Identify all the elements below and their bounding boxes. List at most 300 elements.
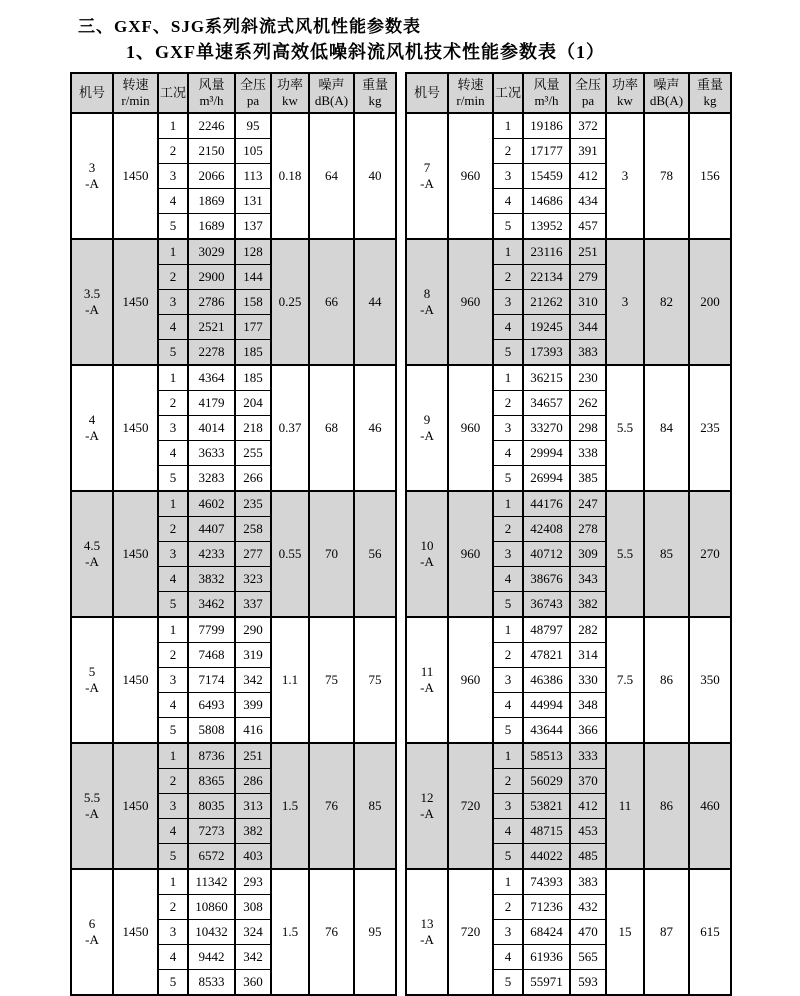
flow-cell: 5808 (188, 718, 235, 744)
model-cell (406, 239, 448, 365)
noise-cell: 84 (644, 365, 689, 491)
flow-cell: 56029 (523, 769, 570, 794)
table-row (406, 869, 731, 895)
condition-cell: 2 (158, 265, 188, 290)
table-row (406, 491, 731, 517)
pressure-cell: 185 (235, 340, 271, 366)
weight-cell: 156 (689, 113, 731, 239)
condition-cell: 1 (493, 743, 523, 769)
pressure-cell: 348 (570, 693, 606, 718)
condition-cell: 2 (493, 643, 523, 668)
condition-cell: 5 (493, 718, 523, 744)
model-cell-line2: -A (420, 554, 434, 569)
header-row (406, 73, 731, 113)
flow-cell: 17393 (523, 340, 570, 366)
condition-cell: 5 (493, 340, 523, 366)
header-speed-line1: 转速 (457, 77, 484, 93)
flow-cell: 2786 (188, 290, 235, 315)
flow-cell: 10860 (188, 895, 235, 920)
model-cell-line2: -A (85, 554, 99, 569)
flow-cell: 36743 (523, 592, 570, 618)
pressure-cell: 314 (570, 643, 606, 668)
flow-cell: 9442 (188, 945, 235, 970)
model-cell-line2: -A (85, 932, 99, 947)
table-row (71, 491, 396, 517)
condition-cell: 3 (493, 794, 523, 819)
flow-cell: 7273 (188, 819, 235, 844)
model-cell-line1: 12 (420, 790, 434, 806)
condition-cell: 3 (158, 542, 188, 567)
pressure-cell: 137 (235, 214, 271, 240)
flow-cell: 40712 (523, 542, 570, 567)
pressure-cell: 383 (570, 340, 606, 366)
pressure-cell: 416 (235, 718, 271, 744)
header-pressure-line1: 全压 (574, 77, 601, 93)
condition-cell: 2 (493, 517, 523, 542)
header-condition (158, 73, 188, 113)
header-condition-line1: 工况 (159, 85, 186, 101)
condition-cell: 3 (158, 920, 188, 945)
condition-cell: 1 (493, 869, 523, 895)
power-cell: 7.5 (606, 617, 644, 743)
condition-cell: 4 (493, 567, 523, 592)
pressure-cell: 391 (570, 139, 606, 164)
pressure-cell: 342 (235, 945, 271, 970)
model-cell-line2: -A (420, 932, 434, 947)
flow-cell: 1689 (188, 214, 235, 240)
condition-cell: 2 (493, 139, 523, 164)
flow-cell: 26994 (523, 466, 570, 492)
flow-cell: 17177 (523, 139, 570, 164)
flow-cell: 4014 (188, 416, 235, 441)
pressure-cell: 343 (570, 567, 606, 592)
pressure-cell: 266 (235, 466, 271, 492)
speed-cell: 1450 (113, 491, 158, 617)
power-cell: 1.5 (271, 869, 309, 995)
condition-cell: 2 (158, 895, 188, 920)
flow-cell: 7468 (188, 643, 235, 668)
condition-cell: 3 (493, 290, 523, 315)
flow-cell: 23116 (523, 239, 570, 265)
noise-cell: 86 (644, 617, 689, 743)
header-noise-line1: 噪声 (318, 77, 345, 93)
pressure-cell: 360 (235, 970, 271, 996)
flow-cell: 19245 (523, 315, 570, 340)
condition-cell: 4 (158, 567, 188, 592)
flow-cell: 55971 (523, 970, 570, 996)
flow-cell: 38676 (523, 567, 570, 592)
pressure-cell: 412 (570, 164, 606, 189)
speed-cell: 960 (448, 617, 493, 743)
model-cell-line1: 5 (88, 664, 96, 680)
pressure-cell: 105 (235, 139, 271, 164)
header-flow-line1: 风量 (198, 77, 225, 93)
header-flow (188, 73, 235, 113)
model-cell-line1: 3 (88, 160, 96, 176)
condition-cell: 4 (158, 945, 188, 970)
speed-cell: 1450 (113, 617, 158, 743)
pressure-cell: 370 (570, 769, 606, 794)
model-cell-line2: -A (420, 176, 434, 191)
condition-cell: 5 (158, 718, 188, 744)
pressure-cell: 382 (570, 592, 606, 618)
header-weight-line1: 重量 (696, 77, 723, 93)
model-cell-line2: -A (420, 680, 434, 695)
speed-cell: 1450 (113, 113, 158, 239)
flow-cell: 36215 (523, 365, 570, 391)
flow-cell: 48715 (523, 819, 570, 844)
pressure-cell: 324 (235, 920, 271, 945)
condition-cell: 2 (158, 517, 188, 542)
header-weight (689, 73, 731, 113)
model-cell-line1: 13 (420, 916, 434, 932)
table-row (71, 869, 396, 895)
noise-cell: 66 (309, 239, 354, 365)
table-row (71, 743, 396, 769)
condition-cell: 5 (158, 466, 188, 492)
flow-cell: 7174 (188, 668, 235, 693)
model-cell (71, 365, 113, 491)
power-cell: 1.1 (271, 617, 309, 743)
model-cell (406, 113, 448, 239)
speed-cell: 960 (448, 491, 493, 617)
speed-cell: 960 (448, 239, 493, 365)
header-pressure-line1: 全压 (239, 77, 266, 93)
header-weight-line2: kg (368, 93, 382, 108)
flow-cell: 2246 (188, 113, 235, 139)
condition-cell: 3 (158, 164, 188, 189)
condition-cell: 5 (158, 592, 188, 618)
power-cell: 11 (606, 743, 644, 869)
pressure-cell: 399 (235, 693, 271, 718)
flow-cell: 71236 (523, 895, 570, 920)
model-cell (406, 491, 448, 617)
flow-cell: 3633 (188, 441, 235, 466)
fan-performance-table-right (405, 72, 732, 996)
condition-cell: 1 (493, 617, 523, 643)
model-cell-line2: -A (85, 302, 99, 317)
condition-cell: 5 (493, 970, 523, 996)
pressure-cell: 262 (570, 391, 606, 416)
speed-cell: 720 (448, 743, 493, 869)
model-cell-line1: 5.5 (83, 790, 101, 806)
pressure-cell: 279 (570, 265, 606, 290)
header-pressure (570, 73, 606, 113)
condition-cell: 5 (158, 844, 188, 870)
flow-cell: 34657 (523, 391, 570, 416)
flow-cell: 7799 (188, 617, 235, 643)
noise-cell: 76 (309, 869, 354, 995)
header-flow-line1: 风量 (533, 77, 560, 93)
flow-cell: 8533 (188, 970, 235, 996)
model-cell-line2: -A (420, 428, 434, 443)
condition-cell: 5 (493, 592, 523, 618)
model-cell (406, 617, 448, 743)
header-weight-line1: 重量 (361, 77, 388, 93)
pressure-cell: 277 (235, 542, 271, 567)
weight-cell: 615 (689, 869, 731, 995)
flow-cell: 48797 (523, 617, 570, 643)
condition-cell: 3 (158, 794, 188, 819)
header-flow-line2: m³/h (534, 93, 559, 108)
header-noise (309, 73, 354, 113)
header-speed-line2: r/min (456, 93, 485, 108)
pressure-cell: 158 (235, 290, 271, 315)
pressure-cell: 255 (235, 441, 271, 466)
condition-cell: 2 (158, 643, 188, 668)
pressure-cell: 470 (570, 920, 606, 945)
pressure-cell: 565 (570, 945, 606, 970)
model-cell-line2: -A (85, 176, 99, 191)
model-cell-line1: 11 (420, 664, 434, 680)
condition-cell: 1 (493, 239, 523, 265)
power-cell: 3 (606, 113, 644, 239)
flow-cell: 15459 (523, 164, 570, 189)
model-cell-line2: -A (85, 680, 99, 695)
weight-cell: 46 (354, 365, 396, 491)
flow-cell: 4602 (188, 491, 235, 517)
speed-cell: 1450 (113, 869, 158, 995)
pressure-cell: 337 (235, 592, 271, 618)
table-row (71, 365, 396, 391)
pressure-cell: 282 (570, 617, 606, 643)
pressure-cell: 323 (235, 567, 271, 592)
condition-cell: 4 (493, 189, 523, 214)
header-noise-line2: dB(A) (314, 93, 349, 108)
model-cell-line1: 4.5 (83, 538, 101, 554)
flow-cell: 4407 (188, 517, 235, 542)
speed-cell: 960 (448, 365, 493, 491)
flow-cell: 44176 (523, 491, 570, 517)
pressure-cell: 403 (235, 844, 271, 870)
condition-cell: 4 (493, 315, 523, 340)
model-cell-line1: 7 (423, 160, 431, 176)
condition-cell: 2 (493, 391, 523, 416)
pressure-cell: 382 (235, 819, 271, 844)
flow-cell: 11342 (188, 869, 235, 895)
model-cell (71, 491, 113, 617)
model-cell-line2: -A (420, 302, 434, 317)
pressure-cell: 251 (570, 239, 606, 265)
model-cell (406, 869, 448, 995)
flow-cell: 8365 (188, 769, 235, 794)
page-title: 三、GXF、SJG系列斜流式风机性能参数表 (78, 17, 422, 36)
header-power-line1: 功率 (276, 77, 303, 93)
pressure-cell: 185 (235, 365, 271, 391)
model-cell-line1: 3.5 (83, 286, 101, 302)
noise-cell: 86 (644, 743, 689, 869)
fan-performance-table-left (70, 72, 397, 996)
noise-cell: 70 (309, 491, 354, 617)
condition-cell: 1 (158, 113, 188, 139)
speed-cell: 1450 (113, 743, 158, 869)
header-row (71, 73, 396, 113)
weight-cell: 40 (354, 113, 396, 239)
condition-cell: 1 (158, 365, 188, 391)
power-cell: 3 (606, 239, 644, 365)
pressure-cell: 258 (235, 517, 271, 542)
table-row (71, 239, 396, 265)
header-noise (644, 73, 689, 113)
condition-cell: 2 (493, 769, 523, 794)
pressure-cell: 177 (235, 315, 271, 340)
condition-cell: 1 (158, 869, 188, 895)
header-speed (113, 73, 158, 113)
pressure-cell: 298 (570, 416, 606, 441)
condition-cell: 4 (158, 819, 188, 844)
flow-cell: 74393 (523, 869, 570, 895)
header-model (406, 73, 448, 113)
condition-cell: 4 (158, 189, 188, 214)
weight-cell: 350 (689, 617, 731, 743)
header-power-line2: kw (617, 93, 633, 108)
flow-cell: 3462 (188, 592, 235, 618)
table-row (406, 239, 731, 265)
noise-cell: 68 (309, 365, 354, 491)
flow-cell: 3283 (188, 466, 235, 492)
condition-cell: 3 (493, 416, 523, 441)
header-power (271, 73, 309, 113)
pressure-cell: 344 (570, 315, 606, 340)
flow-cell: 3029 (188, 239, 235, 265)
weight-cell: 75 (354, 617, 396, 743)
flow-cell: 22134 (523, 265, 570, 290)
condition-cell: 3 (493, 542, 523, 567)
flow-cell: 33270 (523, 416, 570, 441)
flow-cell: 46386 (523, 668, 570, 693)
model-cell-line1: 10 (420, 538, 434, 554)
condition-cell: 1 (493, 113, 523, 139)
header-condition (493, 73, 523, 113)
noise-cell: 78 (644, 113, 689, 239)
flow-cell: 68424 (523, 920, 570, 945)
header-model-line1: 机号 (78, 85, 105, 101)
weight-cell: 85 (354, 743, 396, 869)
pressure-cell: 333 (570, 743, 606, 769)
speed-cell: 960 (448, 113, 493, 239)
table-row (71, 113, 396, 139)
flow-cell: 44022 (523, 844, 570, 870)
condition-cell: 2 (158, 391, 188, 416)
table-row (71, 617, 396, 643)
model-cell (406, 743, 448, 869)
model-cell-line1: 4 (88, 412, 96, 428)
flow-cell: 42408 (523, 517, 570, 542)
condition-cell: 5 (158, 970, 188, 996)
pressure-cell: 453 (570, 819, 606, 844)
weight-cell: 235 (689, 365, 731, 491)
condition-cell: 5 (493, 844, 523, 870)
condition-cell: 3 (158, 290, 188, 315)
header-condition-line1: 工况 (494, 85, 521, 101)
flow-cell: 10432 (188, 920, 235, 945)
flow-cell: 4233 (188, 542, 235, 567)
header-weight (354, 73, 396, 113)
flow-cell: 2066 (188, 164, 235, 189)
flow-cell: 58513 (523, 743, 570, 769)
flow-cell: 3832 (188, 567, 235, 592)
noise-cell: 75 (309, 617, 354, 743)
noise-cell: 76 (309, 743, 354, 869)
speed-cell: 1450 (113, 239, 158, 365)
header-flow (523, 73, 570, 113)
condition-cell: 3 (493, 164, 523, 189)
model-cell-line1: 6 (88, 916, 96, 932)
pressure-cell: 290 (235, 617, 271, 643)
pressure-cell: 204 (235, 391, 271, 416)
flow-cell: 19186 (523, 113, 570, 139)
condition-cell: 4 (493, 693, 523, 718)
pressure-cell: 278 (570, 517, 606, 542)
pressure-cell: 308 (235, 895, 271, 920)
pressure-cell: 372 (570, 113, 606, 139)
condition-cell: 2 (158, 769, 188, 794)
condition-cell: 5 (158, 340, 188, 366)
table-row (406, 113, 731, 139)
power-cell: 0.18 (271, 113, 309, 239)
pressure-cell: 319 (235, 643, 271, 668)
noise-cell: 87 (644, 869, 689, 995)
power-cell: 0.25 (271, 239, 309, 365)
flow-cell: 2900 (188, 265, 235, 290)
flow-cell: 4179 (188, 391, 235, 416)
power-cell: 0.37 (271, 365, 309, 491)
pressure-cell: 338 (570, 441, 606, 466)
model-cell (71, 113, 113, 239)
condition-cell: 5 (493, 466, 523, 492)
condition-cell: 1 (158, 743, 188, 769)
condition-cell: 4 (158, 315, 188, 340)
header-model-line1: 机号 (413, 85, 440, 101)
header-pressure (235, 73, 271, 113)
model-cell-line2: -A (420, 806, 434, 821)
pressure-cell: 309 (570, 542, 606, 567)
flow-cell: 6493 (188, 693, 235, 718)
condition-cell: 1 (158, 239, 188, 265)
table-row (406, 365, 731, 391)
model-cell-line2: -A (85, 806, 99, 821)
noise-cell: 64 (309, 113, 354, 239)
flow-cell: 61936 (523, 945, 570, 970)
model-cell (71, 869, 113, 995)
weight-cell: 460 (689, 743, 731, 869)
pressure-cell: 95 (235, 113, 271, 139)
model-cell-line1: 8 (423, 286, 431, 302)
pressure-cell: 330 (570, 668, 606, 693)
header-pressure-line2: pa (581, 93, 595, 108)
speed-cell: 720 (448, 869, 493, 995)
condition-cell: 1 (158, 491, 188, 517)
header-noise-line2: dB(A) (649, 93, 684, 108)
header-speed-line2: r/min (121, 93, 150, 108)
header-speed-line1: 转速 (122, 77, 149, 93)
flow-cell: 8035 (188, 794, 235, 819)
pressure-cell: 485 (570, 844, 606, 870)
pressure-cell: 385 (570, 466, 606, 492)
model-cell (71, 743, 113, 869)
header-power-line2: kw (282, 93, 298, 108)
flow-cell: 29994 (523, 441, 570, 466)
header-weight-line2: kg (703, 93, 717, 108)
power-cell: 5.5 (606, 491, 644, 617)
tables-container (70, 72, 732, 996)
header-speed (448, 73, 493, 113)
power-cell: 1.5 (271, 743, 309, 869)
pressure-cell: 457 (570, 214, 606, 240)
pressure-cell: 383 (570, 869, 606, 895)
table-row (406, 743, 731, 769)
power-cell: 5.5 (606, 365, 644, 491)
